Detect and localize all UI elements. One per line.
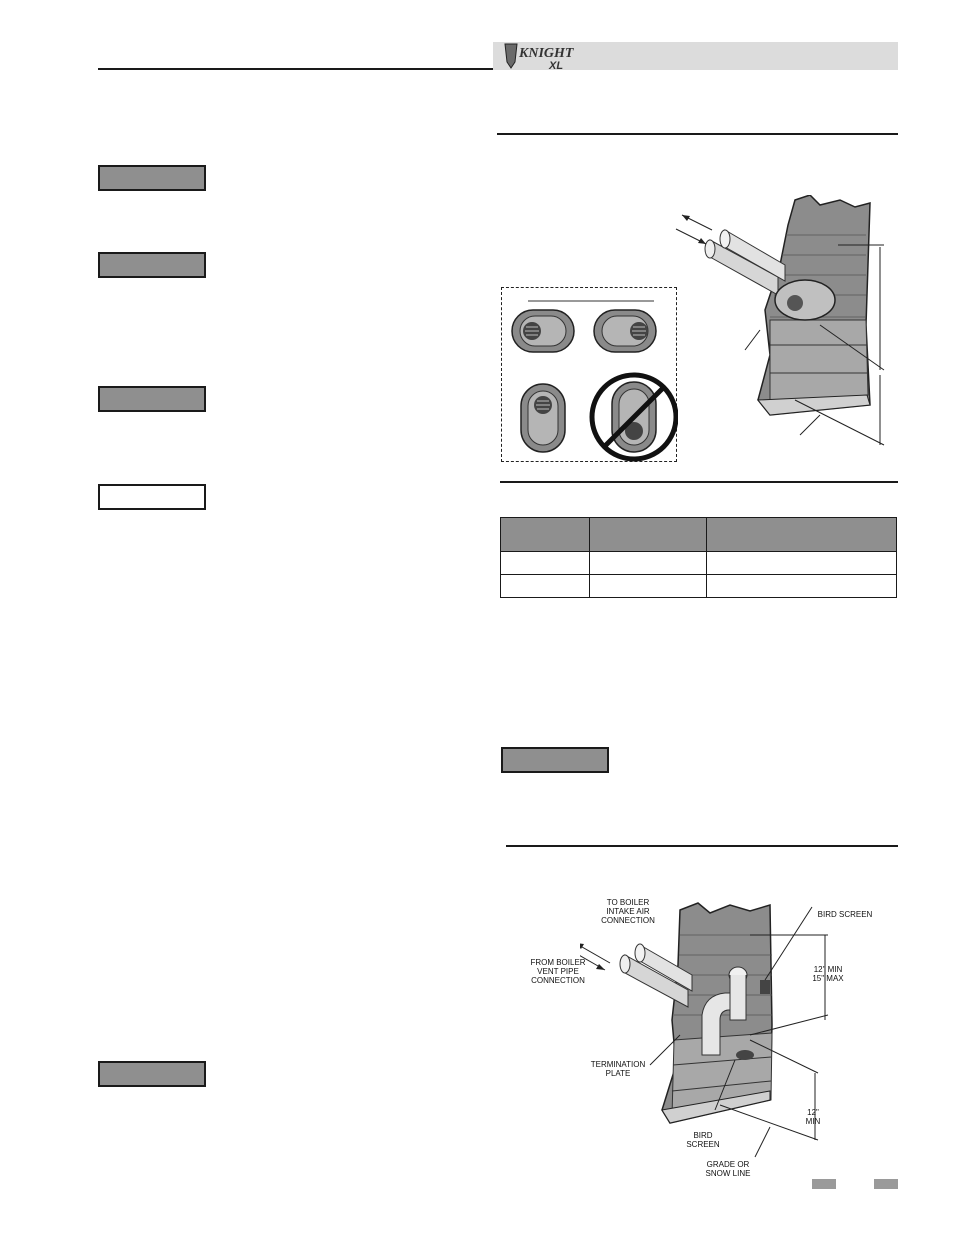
vent-pipes-icon	[705, 230, 785, 295]
plate-vertical-icon	[521, 384, 565, 452]
table-row	[501, 575, 897, 598]
page-number-box-left	[812, 1179, 836, 1189]
label-grade-line: GRADE OR SNOW LINE	[705, 1160, 751, 1178]
label-bird-screen-bottom: BIRD SCREEN	[686, 1131, 720, 1149]
label-to-boiler: TO BOILER INTAKE AIR CONNECTION	[601, 898, 655, 925]
table-cell	[590, 552, 707, 575]
data-table	[500, 517, 897, 598]
label-from-boiler: FROM BOILER VENT PIPE CONNECTION	[530, 958, 586, 985]
table-header-cell	[707, 518, 897, 552]
table-header-cell	[501, 518, 590, 552]
bird-screen-icon	[760, 980, 770, 994]
table-header-row	[501, 518, 897, 552]
svg-text:XL: XL	[549, 60, 564, 72]
notice-box-4	[98, 484, 206, 510]
label-12-min: 12" MIN	[805, 1108, 821, 1126]
label-termination-plate: TERMINATION PLATE	[590, 1060, 646, 1078]
elbow-termination-illustration	[580, 895, 880, 1175]
page-number-box-right	[874, 1179, 898, 1189]
notice-box-3	[98, 386, 206, 412]
table-cell	[590, 575, 707, 598]
section-rule-1	[497, 133, 898, 135]
brand-logo	[503, 40, 583, 72]
table-cell	[707, 575, 897, 598]
label-bird-screen-top: BIRD SCREEN	[817, 910, 873, 919]
notice-box-2	[98, 252, 206, 278]
svg-text:KNIGHT: KNIGHT	[519, 46, 574, 61]
notice-box-5	[98, 1061, 206, 1087]
notice-box-right	[501, 747, 609, 773]
section-rule-2	[500, 481, 898, 483]
table-cell	[501, 575, 590, 598]
notice-box-1	[98, 165, 206, 191]
plate-horizontal-right-icon	[594, 310, 656, 352]
plate-horizontal-left-icon	[512, 310, 574, 352]
termination-plate-icon	[775, 280, 835, 320]
label-min-max: 12" MIN 15" MAX	[812, 965, 844, 983]
table-cell	[501, 552, 590, 575]
wall-termination-illustration	[670, 195, 895, 455]
knight-logo-icon	[503, 40, 583, 72]
prohibited-orientation-icon	[592, 375, 676, 459]
table-header-cell	[590, 518, 707, 552]
orientation-options-panel	[501, 287, 677, 462]
table-cell	[707, 552, 897, 575]
section-rule-3	[506, 845, 898, 847]
table-row	[501, 552, 897, 575]
bird-screen-lower-icon	[736, 1050, 754, 1060]
